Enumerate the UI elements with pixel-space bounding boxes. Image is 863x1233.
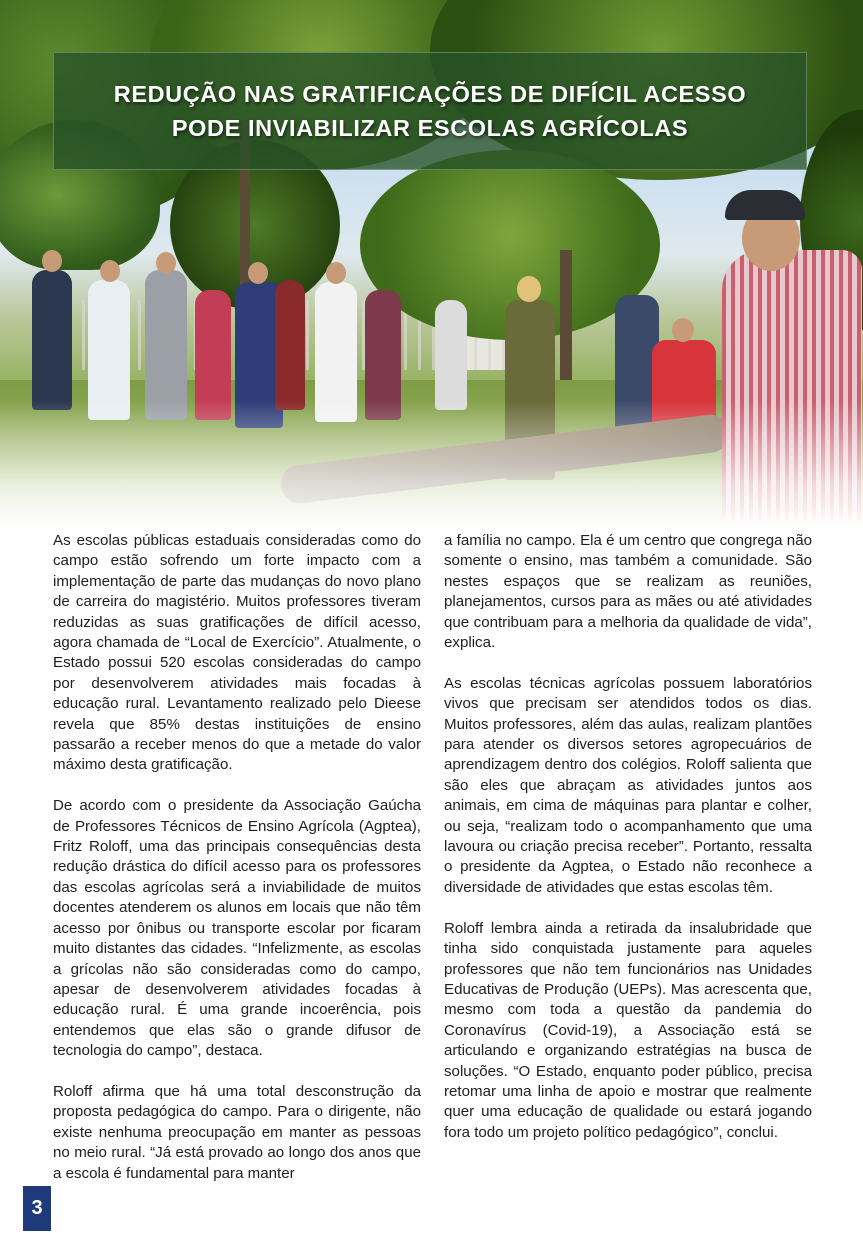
person-head <box>156 252 176 274</box>
article-title <box>114 77 747 145</box>
person-head <box>100 260 120 282</box>
person <box>145 270 187 420</box>
cap <box>725 190 805 220</box>
person <box>32 270 72 410</box>
page-number-badge: 3 <box>23 1186 51 1231</box>
title-line: PODE INVIABILIZAR ESCOLAS AGRÍCOLAS <box>171 115 689 141</box>
person-head <box>672 318 694 342</box>
article-paragraph: As escolas públicas estaduais consideradas como do campo estão sofrendo um forte impacto com a implementação de parte das mudanças do novo plano de carreira do magistério. Muitos professores tiveram reduzidas as suas gratificações de difícil acesso, agora chamada de “Local de Exercício”. Atualmente, o Estado possui 520 escolas consideradas do campo por desenvolverem atividades mais focadas à educação rural. Levantamento realizado pelo Dieese revela que 85% destas instituições de ensino passarão a receber menos do que a metade do valor máximo desta gratificação. <box>53 532 421 774</box>
person-head <box>326 262 346 284</box>
person-head <box>517 276 541 302</box>
person-head <box>42 250 62 272</box>
article-paragraph: Roloff lembra ainda a retirada da insalubridade que tinha sido conquistada justamente para aqueles professores que não tem funcionários nas Unidades Educativas de Produção (UEPs). Mas acrescenta que, mesmo com toda a questão da pandemia do Coronavírus (Covid-19), a Associação está se articulando e organizando estratégias na busca de soluções. “O Estado, enquanto poder público, precisa retomar uma linha de apoio e mostrar que realmente quer uma educação de qualidade ou estará jogando fora todo um projeto político pedagógico”, conclui. <box>444 919 812 1141</box>
article-paragraph: a família no campo. Ela é um centro que congrega não somente o ensino, mas também a comunidade. São nestes espaços que se realizam as reuniões, planejamentos, cursos para as mães ou até atividades que contribuam para a melhoria da qualidade de vida”, explica. <box>444 532 812 652</box>
article-column-right <box>444 531 812 1164</box>
article-paragraph: De acordo com o presidente da Associação Gaúcha de Professores Técnicos de Ensino Agrícola (Agptea), Fritz Roloff, uma das principais consequências desta redução drástica do difícil acesso para os professores das escolas agrícolas será a inviabilidade de muitos docentes atenderem os alunos em locais que não têm acesso por ônibus ou transporte escolar por ficaram muito distantes das cidades. “Infelizmente, as escolas a grícolas não são consideradas como do campo, apesar de desenvolverem atividades focadas à educação rural. É uma grande incoerência, pois entendemos que elas são o grande difusor de tecnologia do campo”, destaca. <box>53 797 421 1060</box>
article-column-left <box>53 531 421 1204</box>
article-paragraph: As escolas técnicas agrícolas possuem laboratórios vivos que precisam ser atendidos todos os dias. Muitos professores, além das aulas, realizam plantões para atender os diversos setores agropecuários de aprendizagem dentro dos colégios. Roloff salienta que são eles que abraçam as atividades juntos aos animais, em cima de máquinas para plantar e colher, ou seja, “realizam todo o acompanhamento que uma lavoura ou criação precisa receber”. Portanto, ressalta o presidente da Agptea, o Estado não reconhece a diversidade de atividades que estas escolas têm. <box>444 674 812 896</box>
headline-box <box>53 52 807 170</box>
person-head <box>248 262 268 284</box>
person <box>88 280 130 420</box>
photo-fade <box>0 400 863 530</box>
title-line: REDUÇÃO NAS GRATIFICAÇÕES DE DIFÍCIL ACESSO <box>113 81 747 107</box>
person <box>275 280 305 410</box>
article-paragraph: Roloff afirma que há uma total desconstrução da proposta pedagógica do campo. Para o dirigente, não existe nenhuma preocupação em manter as pessoas no meio rural. “Já está provado ao longo dos anos que a escola é fundamental para manter <box>53 1082 421 1182</box>
person <box>435 300 467 410</box>
